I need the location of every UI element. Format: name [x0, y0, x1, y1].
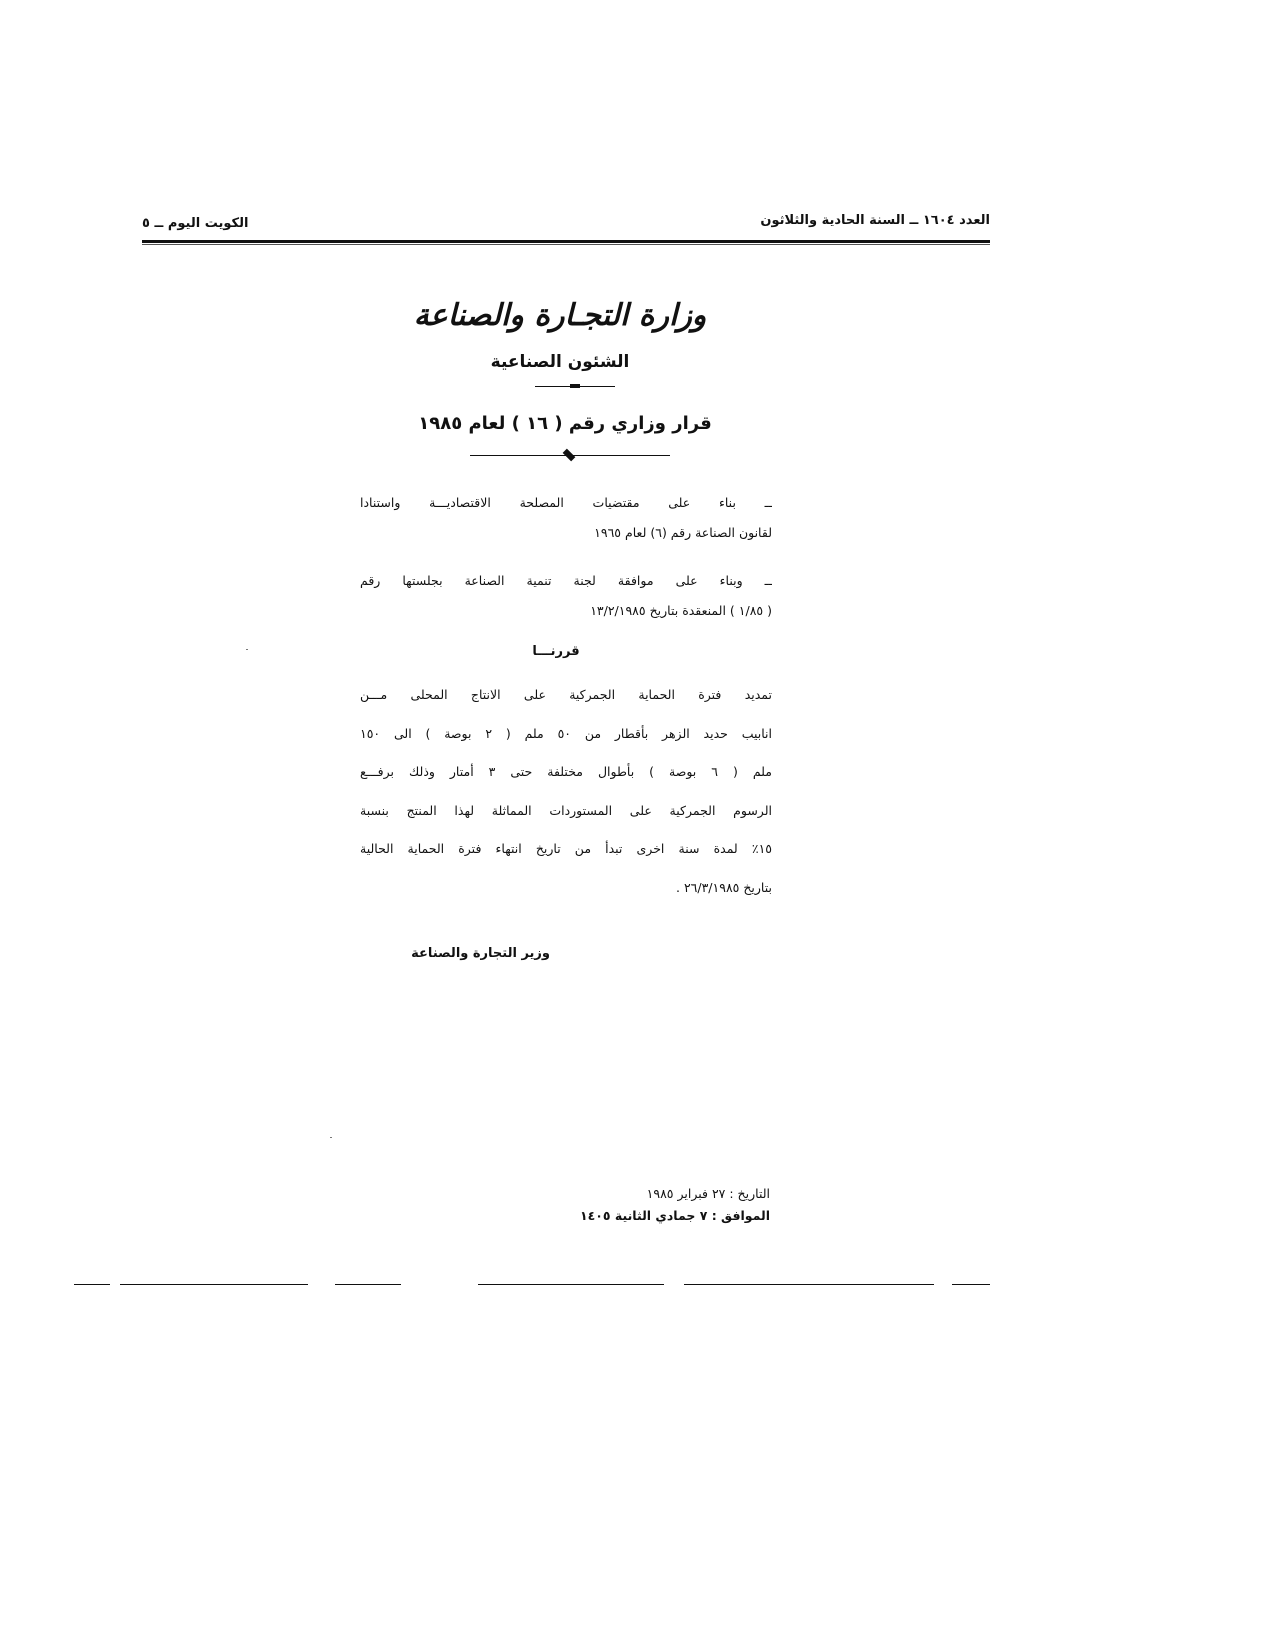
- footer-rule-segment: [478, 1284, 664, 1285]
- scan-speck: [330, 1137, 332, 1138]
- preamble-2-line-2: ( ١/٨٥ ) المنعقدة بتاريخ ١٣/٢/١٩٨٥: [590, 603, 772, 618]
- preamble-1-line-2: لقانون الصناعة رقم (٦) لعام ١٩٦٥: [594, 525, 772, 540]
- body-line: تمديد فترة الحماية الجمركية على الانتاج المحلى مـــن: [360, 687, 772, 702]
- preamble-paragraph-2: [360, 566, 772, 626]
- body-line: بتاريخ ٢٦/٣/١٩٨٥ .: [676, 879, 772, 895]
- footer-rule-segment: [952, 1284, 990, 1285]
- issue-info: العدد ١٦٠٤ ــ السنة الحادية والثلاثون: [760, 213, 990, 228]
- header-rule: [142, 240, 990, 243]
- header-rule-thin: [142, 244, 990, 245]
- hijri-date: الموافق : ٧ جمادي الثانية ١٤٠٥: [580, 1208, 770, 1223]
- publication-name: الكويت اليوم ــ ٥: [142, 216, 249, 231]
- title-divider-ornament: [563, 449, 576, 462]
- preamble-paragraph-1: [360, 488, 772, 548]
- resolution-body: [360, 676, 772, 907]
- footer-rule-segment: [335, 1284, 401, 1285]
- body-line: ملم ( ٦ بوصة ) بأطوال مختلفة حتى ٣ أمتار وذلك برفـــع: [360, 764, 772, 779]
- resolution-heading: قررنـــا: [532, 644, 580, 659]
- preamble-2-line-1: ــ وبناء على موافقة لجنة تنمية الصناعة بجلستها رقم: [360, 573, 772, 588]
- body-line: الرسوم الجمركية على المستوردات المماثلة لهذا المنتج بنسبة: [360, 802, 772, 818]
- footer-rule-segment: [74, 1284, 110, 1285]
- preamble-1-line-1: ــ بناء على مقتضيات المصلحة الاقتصاديـــة واستنادا: [360, 495, 772, 510]
- footer-rule-segment: [120, 1284, 308, 1285]
- body-line: ١٥٪ لمدة سنة اخرى تبدأ من تاريخ انتهاء فترة الحماية الحالية: [360, 841, 772, 856]
- ministry-title: وزارة التجـارة والصناعة: [413, 298, 707, 333]
- gregorian-date: التاريخ : ٢٧ فبراير ١٩٨٥: [646, 1186, 770, 1201]
- footer-rule-segment: [684, 1284, 934, 1285]
- signatory: وزير التجارة والصناعة: [411, 946, 550, 961]
- scan-speck: [246, 649, 248, 650]
- date-block: [555, 1183, 770, 1227]
- body-line: انابيب حديد الزهر بأقطار من ٥٠ ملم ( ٢ بوصة ) الى ١٥٠: [360, 725, 772, 741]
- department-divider-ornament: [570, 384, 580, 388]
- department-title: الشئون الصناعية: [490, 352, 630, 372]
- decision-title: قرار وزاري رقم ( ١٦ ) لعام ١٩٨٥: [418, 413, 712, 434]
